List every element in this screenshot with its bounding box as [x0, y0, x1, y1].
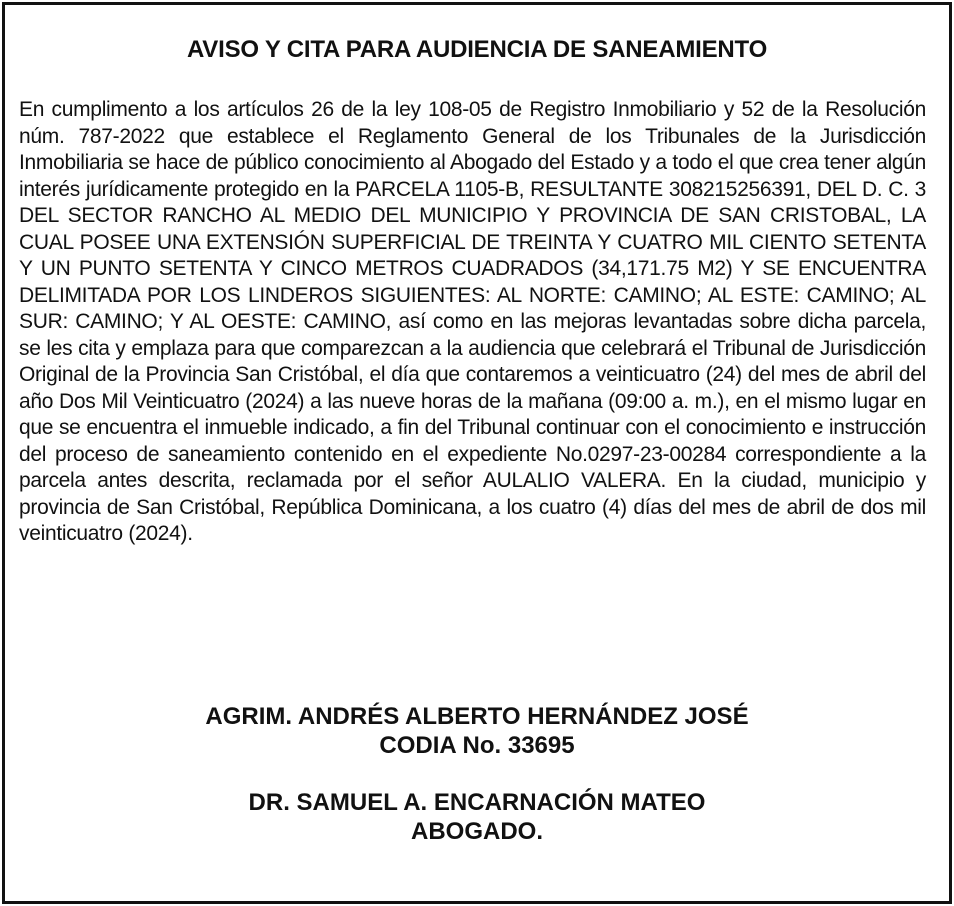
lawyer-name: DR. SAMUEL A. ENCARNACIÓN MATEO — [248, 789, 706, 816]
surveyor-credential: CODIA No. 33695 — [379, 732, 575, 759]
lawyer-title: ABOGADO. — [411, 818, 543, 845]
signature-block-surveyor — [0, 702, 954, 760]
notice-body: En cumplimento a los artículos 26 de la ley 108-05 de Registro Inmobiliario y 52 de la Resolución núm. 787-2022 que establece el Reglamento General de los Tribunales de la Jurisdicción Inmobiliaria se hace de público conocimiento al Abogado del Estado y a todo el que crea tener algún interés jurídicamente protegido en la PARCELA 1105-B, RESULTANTE 308215256391, DEL D. C. 3 DEL SECTOR RANCHO AL MEDIO DEL MUNICIPIO Y PROVINCIA DE SAN CRISTOBAL, LA CUAL POSEE UNA EXTENSIÓN SUPERFICIAL DE TREINTA Y CUATRO MIL CIENTO SETENTA Y UN PUNTO SETENTA Y CINCO METROS CUADRADOS (34,171.75 M2) Y SE ENCUENTRA DELIMITADA POR LOS LINDEROS SIGUIENTES: AL NORTE: CAMINO; AL ESTE: CAMINO; AL SUR: CAMINO; Y AL OESTE: CAMINO, así como en las mejoras levantadas sobre dicha parcela, se les cita y emplaza para que comparezcan a la audiencia que celebrará el Tribunal de Jurisdicción Original de la Provincia San Cristóbal, el día que contaremos a veinticuatro (24) del mes de abril del año Dos Mil Veinticuatro (2024) a las nueve horas de la mañana (09:00 a. m.), en el mismo lugar en que se encuentra el inmueble indicado, a fin del Tribunal continuar con el conocimiento e instrucción del proceso de saneamiento contenido en el expediente No.0297-23-00284 correspondiente a la parcela antes descrita, reclamada por el señor AULALIO VALERA. En la ciudad, municipio y provincia de San Cristóbal, República Dominicana, a los cuatro (4) días del mes de abril de dos mil veinticuatro (2024). — [19, 98, 926, 545]
surveyor-name: AGRIM. ANDRÉS ALBERTO HERNÁNDEZ JOSÉ — [205, 703, 749, 730]
signature-block-lawyer — [0, 788, 954, 846]
notice-title: AVISO Y CITA PARA AUDIENCIA DE SANEAMIENTO — [186, 36, 768, 63]
